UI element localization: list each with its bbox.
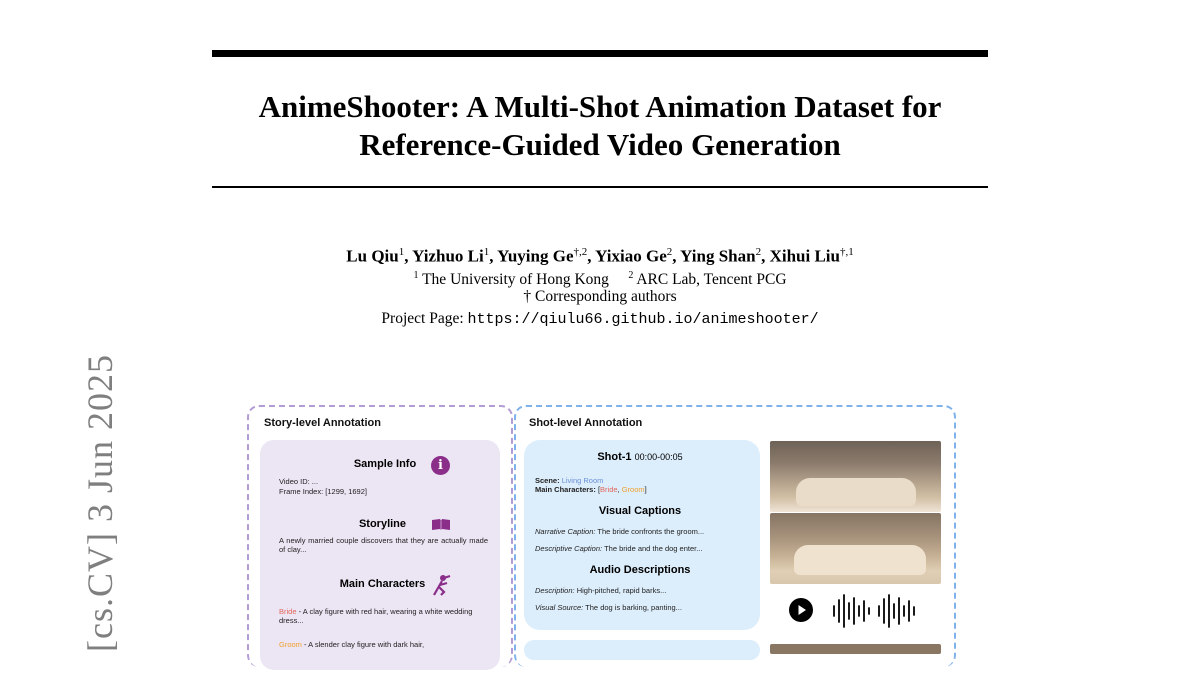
author-sup: 1 [398, 246, 405, 258]
narrative-key: Narrative Caption: [535, 527, 596, 536]
narrative-caption [535, 527, 704, 536]
sofa-shape [794, 545, 926, 575]
video-id: Video ID: ... [279, 477, 319, 486]
project-url[interactable]: https://qiulu66.github.io/animeshooter/ [467, 311, 819, 328]
chars-groom: Groom [621, 485, 645, 494]
shot-box-title: Shot-level Annotation [529, 417, 643, 429]
author-name: Yuying Ge [497, 246, 574, 266]
author-name: Yizhuo Li [412, 246, 484, 266]
sample-info-heading: Sample Info [353, 458, 417, 470]
main-characters-heading: Main Characters [339, 578, 426, 590]
author-sup: 2 [755, 246, 762, 258]
paper-title [212, 88, 988, 164]
bride-text: - A clay figure with red hair, wearing a white wedding dress... [279, 607, 473, 625]
groom-label: Groom [279, 640, 302, 649]
bride-entry [279, 607, 488, 625]
arxiv-stamp: [cs.CV] 3 Jun 2025 [80, 354, 120, 652]
play-icon[interactable] [789, 598, 813, 622]
scene-key: Scene: [535, 476, 560, 485]
groom-text: - A slender clay figure with dark hair, [301, 640, 425, 649]
project-page [212, 309, 988, 330]
audio-description [535, 586, 666, 595]
chars-key: Main Characters: [535, 485, 596, 494]
project-label: Project Page: [381, 310, 464, 327]
source-key: Visual Source: [535, 603, 584, 612]
main-characters-line: Main Characters: [Bride, Groom] [535, 485, 647, 494]
chars-bride: Bride [600, 485, 618, 494]
narrative-value: The bride confronts the groom... [595, 527, 705, 536]
story-panel [260, 440, 500, 670]
title-bottom-rule [212, 186, 988, 188]
source-value: The dog is barking, panting... [583, 603, 682, 612]
scene-line [535, 476, 603, 485]
bride-label: Bride [279, 607, 297, 616]
author-sup: †,1 [839, 246, 854, 258]
descriptive-value: The bride and the dog enter... [602, 544, 703, 553]
audio-descriptions-heading: Audio Descriptions [589, 564, 691, 576]
author-sup: †,2 [573, 246, 588, 258]
visual-captions-heading: Visual Captions [598, 505, 682, 517]
scene-value: Living Room [561, 476, 604, 485]
affiliation-sup: 2 [628, 270, 634, 281]
shot-heading [560, 451, 720, 463]
story-box-title: Story-level Annotation [264, 417, 381, 429]
description-key: Description: [535, 586, 575, 595]
affiliation-name: The University of Hong Kong [422, 271, 609, 289]
affiliation-name: ARC Lab, Tencent PCG [636, 271, 787, 289]
video-frame-3 [770, 644, 941, 654]
storyline-heading: Storyline [358, 518, 407, 530]
frame-index: Frame Index: [1299, 1692] [279, 487, 367, 496]
description-value: High-pitched, rapid barks... [574, 586, 667, 595]
title-line-1: AnimeShooter: A Multi-Shot Animation Dataset for [258, 89, 942, 124]
waveform-icon [832, 592, 922, 630]
descriptive-caption [535, 544, 702, 553]
sofa-shape [796, 478, 916, 506]
author-sup: 2 [666, 246, 673, 258]
author-name: Ying Shan [680, 246, 756, 266]
title-line-2: Reference-Guided Video Generation [359, 127, 841, 162]
author-name: Lu Qiu [346, 246, 399, 266]
book-icon [431, 518, 451, 531]
author-list: Lu Qiu$^1$, Yizhuo Li$^1$, Yuying $Ge^{\dagger,2}$, Yixiao Ge$^2$, Ying Shan$^2$, Xihui Liu$^{\dagger,1}$ [346, 246, 854, 266]
storyline-text: A newly married couple discovers that they are actually made of clay... [279, 536, 488, 554]
author-name: Yixiao Ge [595, 246, 667, 266]
affiliation-sup: 1 [413, 270, 419, 281]
title-top-rule [212, 50, 988, 57]
corresponding-note: † Corresponding authors [523, 288, 677, 305]
info-icon: i [431, 456, 450, 475]
author-name: Xihui Liu [769, 246, 840, 266]
character-icon [430, 574, 452, 596]
author-sup: 1 [483, 246, 490, 258]
shot-time: 00:00-00:05 [634, 452, 683, 462]
shot-label: Shot-1 [597, 451, 632, 463]
shot-panel-next [524, 640, 760, 660]
descriptive-key: Descriptive Caption: [535, 544, 603, 553]
visual-source [535, 603, 682, 612]
